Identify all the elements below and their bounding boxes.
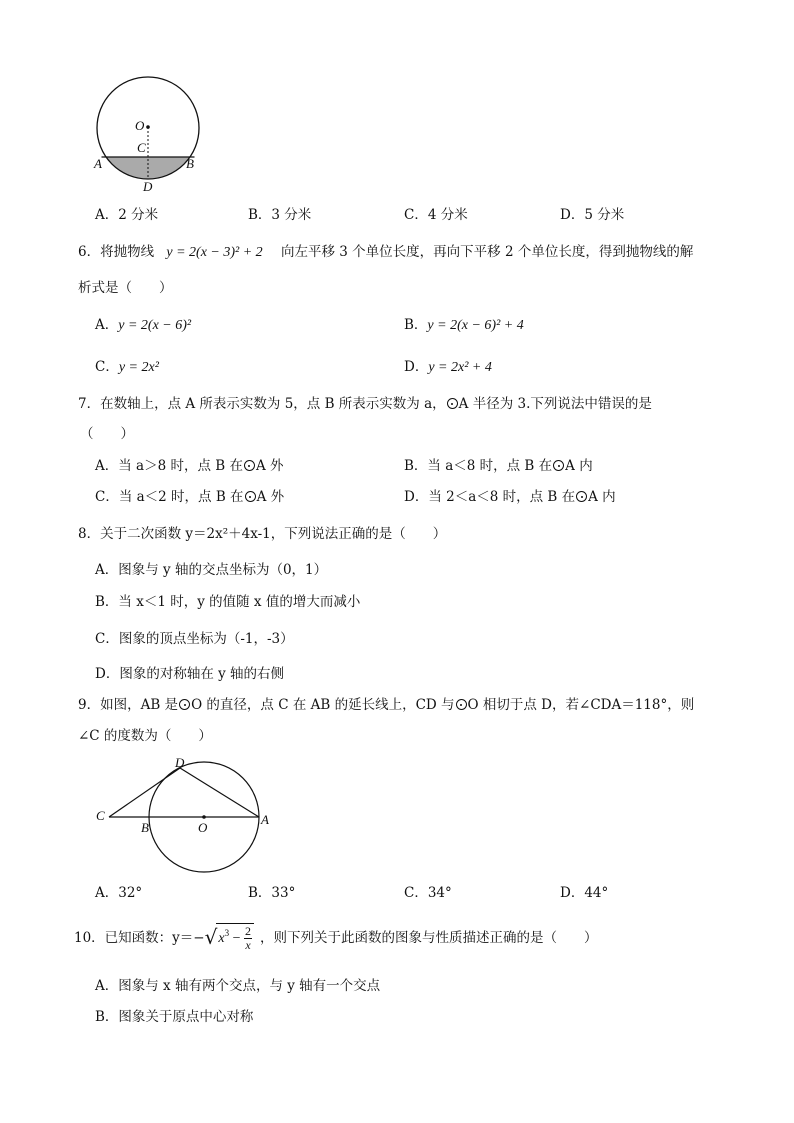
q6-option-d[interactable]: [404, 358, 492, 377]
question-8-stem: 8．关于二次函数 y＝2x²＋4x-1，下列说法正确的是（ ）: [78, 526, 447, 542]
label-o: O: [198, 820, 208, 835]
q5-option-c[interactable]: C．4 分米: [404, 207, 468, 223]
chord-da: [180, 768, 259, 817]
q7-option-c-post: A 外: [256, 489, 285, 505]
q5-option-b[interactable]: B．3 分米: [248, 207, 312, 223]
q6-formula: y = 2(x − 3)² + 2: [166, 245, 263, 260]
q8-option-a[interactable]: A．图象与 y 轴的交点坐标为（0，1）: [95, 562, 328, 578]
q7-option-b[interactable]: [404, 457, 593, 475]
q7-option-d-pre: D．当 2＜a＜8 时，点 B 在: [404, 489, 576, 505]
circle-dot-icon: [244, 460, 255, 471]
question-6-stem: [78, 243, 693, 262]
q7-option-d[interactable]: [404, 488, 616, 506]
label-a: A: [261, 812, 269, 827]
q9-option-d[interactable]: D．44°: [560, 885, 609, 901]
circle-dot-icon: [553, 460, 564, 471]
q6-option-d-label: D．: [404, 359, 429, 375]
label-o: O: [135, 118, 145, 133]
center-point: [202, 815, 206, 819]
circle-dot-icon: [447, 398, 458, 409]
q6-option-d-formula: y = 2x² + 4: [428, 360, 492, 375]
q8-option-d[interactable]: D．图象的对称轴在 y 轴的右侧: [95, 666, 285, 682]
q6-option-a-formula: y = 2(x − 6)²: [118, 318, 192, 333]
q6-prefix: 6．将抛物线: [78, 244, 155, 260]
q9-stem-a: 9．如图，AB 是: [78, 697, 179, 713]
tangent-cd: [109, 768, 180, 817]
q6-option-b[interactable]: [404, 316, 524, 335]
q6-option-c-label: C．: [95, 359, 119, 375]
circle-figure-q9: [92, 752, 282, 876]
q6-option-a[interactable]: [95, 316, 191, 335]
q10-frac-num: 2: [245, 924, 251, 939]
q10-option-b[interactable]: B．图象关于原点中心对称: [95, 1009, 254, 1025]
circle-dot-icon: [179, 699, 190, 710]
label-d: D: [175, 755, 185, 770]
label-d: D: [143, 179, 153, 194]
circle-figure-q5: [90, 70, 220, 195]
q5-option-a[interactable]: A．2 分米: [95, 207, 159, 223]
q9-option-b[interactable]: B．33°: [248, 885, 296, 901]
question-10-stem: [74, 922, 598, 954]
circle-dot-icon: [456, 699, 467, 710]
q8-option-b[interactable]: B．当 x＜1 时，y 的值随 x 值的增大而减小: [95, 594, 361, 610]
q7-stem-b: A 半径为 3.下列说法中错误的是: [458, 396, 652, 412]
q6-suffix: 向左平移 3 个单位长度，再向下平移 2 个单位长度，得到抛物线的解: [280, 244, 694, 260]
q9-stem-c: O 相切于点 D，若∠CDA＝118°，则: [467, 697, 695, 713]
label-a: A: [94, 156, 102, 171]
q10-rad-var: x: [218, 931, 225, 946]
q10-radicand: [216, 923, 254, 954]
q6-option-b-formula: y = 2(x − 6)² + 4: [427, 318, 524, 333]
q7-option-a-pre: A．当 a＞8 时，点 B 在: [95, 458, 243, 474]
q7-option-c[interactable]: [95, 488, 284, 506]
label-c: C: [96, 808, 105, 823]
q5-option-d[interactable]: D．5 分米: [560, 207, 625, 223]
q7-option-a[interactable]: [95, 457, 284, 475]
q9-option-c[interactable]: C．34°: [404, 885, 452, 901]
circle-dot-icon: [245, 491, 256, 502]
q7-option-b-post: A 内: [565, 458, 593, 474]
label-b: B: [141, 820, 149, 835]
q6-stem-line2: 析式是（ ）: [78, 280, 173, 296]
q7-option-a-post: A 外: [255, 458, 284, 474]
q10-prefix: 10．已知函数：y＝−: [74, 930, 205, 946]
q6-option-b-label: B．: [404, 317, 428, 333]
question-9-stem: [78, 696, 694, 714]
q9-option-a[interactable]: A．32°: [95, 885, 143, 901]
q9-stem-b: O 的直径，点 C 在 AB 的延长线上，CD 与: [191, 697, 455, 713]
q10-rad-exp: 3: [224, 928, 230, 938]
q6-option-a-label: A．: [95, 317, 119, 333]
question-7-stem: [78, 395, 652, 413]
q7-stem-a: 7．在数轴上，点 A 所表示实数为 5，点 B 所表示实数为 a，: [78, 396, 446, 412]
center-point: [146, 125, 150, 129]
q7-stem-line2: （ ）: [80, 426, 134, 442]
q10-option-a[interactable]: A．图象与 x 轴有两个交点，与 y 轴有一个交点: [95, 978, 381, 994]
label-c: C: [137, 140, 146, 155]
circle-dot-icon: [576, 491, 587, 502]
q10-suffix: ，则下列关于此函数的图象与性质描述正确的是（ ）: [260, 930, 598, 946]
q7-option-c-pre: C．当 a＜2 时，点 B 在: [95, 489, 244, 505]
q10-frac-den: x: [245, 938, 251, 953]
q7-option-b-pre: B．当 a＜8 时，点 B 在: [404, 458, 553, 474]
radical-sign-icon: √: [204, 925, 218, 949]
q8-option-c[interactable]: C．图象的顶点坐标为（-1，-3）: [95, 631, 294, 647]
label-b: B: [186, 156, 194, 171]
q10-rad-minus: −: [229, 931, 244, 946]
q6-option-c[interactable]: [95, 358, 159, 377]
q7-option-d-post: A 内: [588, 489, 616, 505]
q10-fraction: [244, 925, 252, 952]
q6-option-c-formula: y = 2x²: [118, 360, 159, 375]
q9-stem-line2: ∠C 的度数为（ ）: [78, 728, 212, 744]
